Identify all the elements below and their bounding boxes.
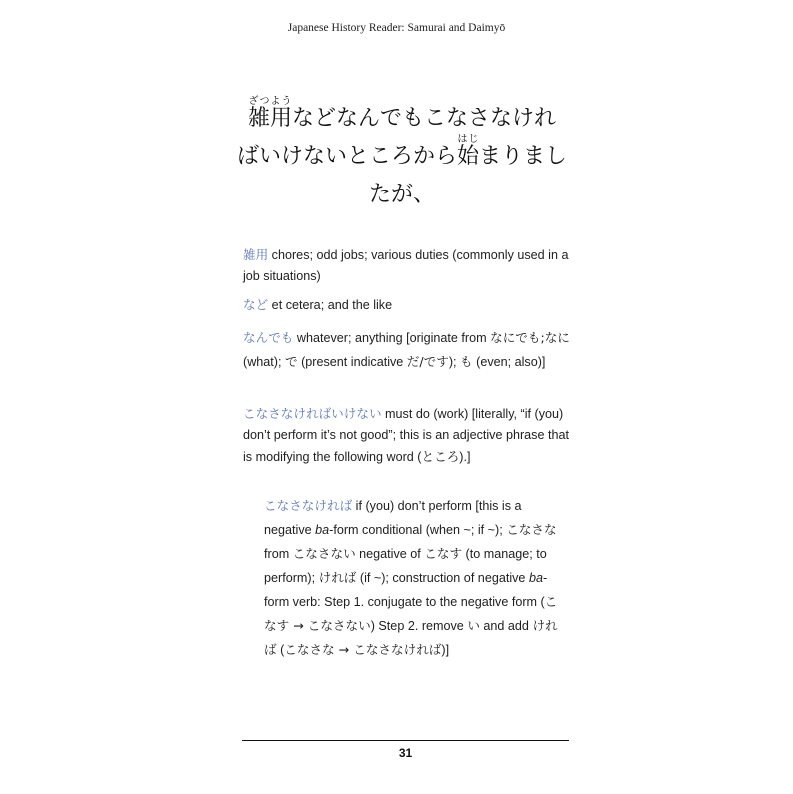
gloss-jp: で [285,354,298,369]
gloss-term: こなさなければ [264,498,353,513]
gloss-jp: ければ [318,570,357,585]
gloss-definition: (even; also)] [472,355,546,369]
gloss-definition: negative of [355,547,425,561]
gloss-definition: ) Step 2. remove [370,619,468,633]
gloss-definition: ); [448,355,461,369]
gloss-definition: -form conditional (when ~; if ~); [329,523,507,537]
sentence-part: ばいけないところから [236,144,457,169]
ruby-zatsuyou [247,96,292,131]
gloss-definition: must do (work) [literally, “if (you) don’t perform it’s not good”; this is an adjective phrase that is modifying the following word ( [243,407,569,464]
furigana-zatsuyou: ざつよう [247,96,292,107]
gloss-definition: )] [441,643,450,657]
gloss-subentry [264,494,569,662]
gloss-jp: こなさな → こなさなければ [284,642,442,657]
gloss-definition: from [264,547,293,561]
running-header: Japanese History Reader: Samurai and Daimyō [287,22,506,34]
gloss-term: など [243,297,269,312]
gloss-definition: and add [479,619,533,633]
furigana-hajime: はじ [456,134,479,145]
gloss-jp: こなさな [506,522,557,537]
gloss-definition: ( [276,643,285,657]
ruby-hajime [456,134,479,169]
gloss-jp: こなす [424,546,463,561]
page-number: 31 [398,746,413,760]
sentence-part: たが、 [368,182,435,207]
gloss-jp: だ/です [406,354,449,369]
gloss-definition: ).] [459,450,471,464]
gloss-definition: whatever; anything [originate from [293,331,491,345]
sentence-part: まりまし [479,144,568,169]
japanese-sentence [232,96,572,214]
gloss-definition: -form verb: Step 1. conjugate to the negative form ( [264,571,548,609]
gloss-definition: (what); [243,355,285,369]
gloss-definition: chores; odd jobs; various duties (commonly used in a job situations) [243,248,569,283]
gloss-term: 雑用 [243,247,269,262]
gloss-definition: (if ~); construction of negative [356,571,529,585]
footer-rule [242,740,569,741]
gloss-jp: も [460,354,473,369]
gloss-italic: ba [315,523,330,537]
gloss-entry [243,326,573,374]
gloss-definition: et cetera; and the like [268,298,393,312]
gloss-jp: なにでも;なに [490,330,570,345]
gloss-entry [243,244,573,287]
sentence-part: などなんでもこなさなけれ [292,106,557,131]
gloss-jp: ところ [421,449,460,464]
gloss-term: こなさなければいけない [243,406,382,421]
gloss-term: なんでも [243,330,294,345]
gloss-entry [243,403,573,468]
gloss-definition: (present indicative [297,355,407,369]
gloss-definition: if (you) don’t perform [this is a negative [264,499,522,537]
gloss-jp: い [467,618,480,633]
kanji-zatsuyou: 雑用 [247,106,292,131]
gloss-jp: こなさない [292,546,356,561]
gloss-definition: (to manage; to perform); [264,547,547,585]
kanji-hajime: 始 [456,144,479,169]
gloss-italic: ba [528,571,543,585]
gloss-jp: ければ [264,618,558,657]
gloss-jp: こなす → こなさない [264,594,558,633]
gloss-entry [243,294,573,316]
